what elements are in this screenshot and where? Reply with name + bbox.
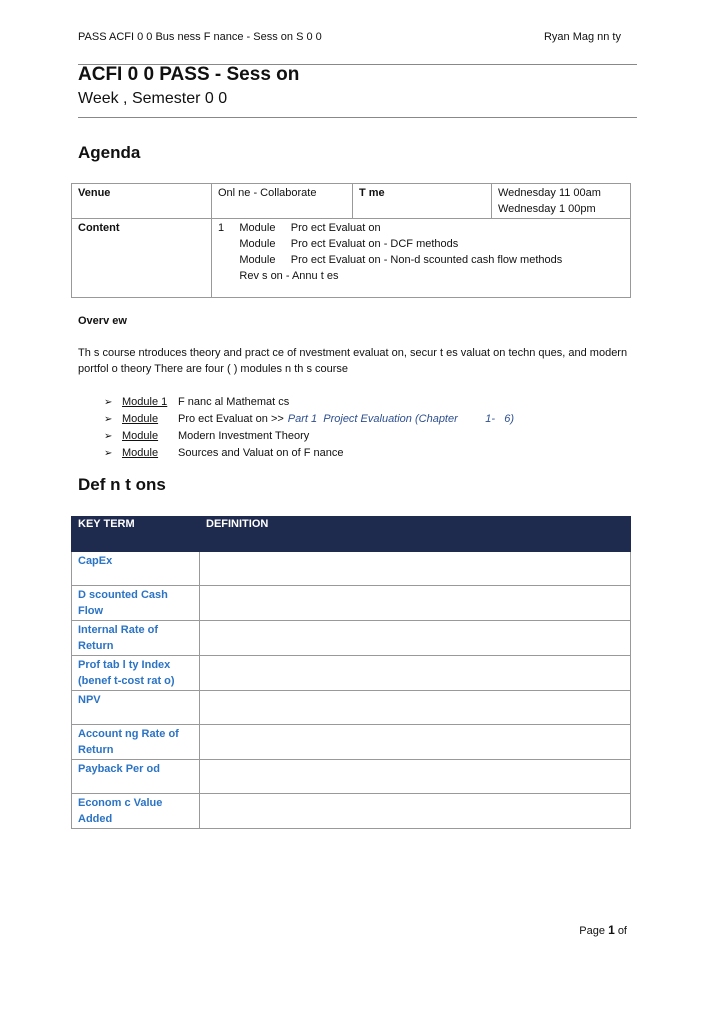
title-bottom-rule [78, 117, 637, 118]
definition-cell[interactable] [200, 621, 631, 656]
page-number: 1 [608, 923, 615, 937]
agenda-row-content [72, 219, 631, 298]
module-note: Part 1 Project Evaluation (Chapter 1- 6) [287, 413, 515, 425]
table-row [72, 552, 631, 586]
definition-cell[interactable] [200, 725, 631, 760]
definitions-header-row [72, 517, 631, 552]
arrow-bullet-icon: ➢ [104, 397, 113, 408]
content-label: Content [72, 219, 212, 298]
module-label: Module 1 [122, 396, 168, 408]
table-row [72, 656, 631, 691]
table-row [72, 725, 631, 760]
term-cell: Internal Rate of Return [72, 621, 200, 656]
definitions-heading: Def n t ons [78, 475, 166, 494]
module-text: Pro ect Evaluat on >> [178, 413, 284, 425]
table-row [72, 794, 631, 829]
term-cell: Payback Per od [72, 760, 200, 794]
arrow-bullet-icon: ➢ [104, 448, 113, 459]
term-cell: D scounted Cash Flow [72, 586, 200, 621]
venue-value: Onl ne - Collaborate [212, 184, 353, 219]
list-item [104, 445, 514, 462]
page-subtitle: Week , Semester 0 0 [78, 90, 228, 107]
term-cell: Account ng Rate of Return [72, 725, 200, 760]
table-row [72, 621, 631, 656]
term-cell: Prof tab l ty Index (benef t-cost rat o) [72, 656, 200, 691]
definition-cell[interactable] [200, 760, 631, 794]
content-lines [212, 219, 631, 298]
list-item [104, 428, 514, 445]
definition-cell[interactable] [200, 794, 631, 829]
module-text: Sources and Valuat on of F nance [178, 447, 344, 459]
table-row [72, 760, 631, 794]
col-header-definition: DEFINITION [200, 517, 631, 552]
page-title: ACFI 0 0 PASS - Sess on [78, 64, 300, 85]
time-label: T me [353, 184, 492, 219]
module-label: Module [122, 430, 159, 442]
agenda-row-venue [72, 184, 631, 219]
content-line-2: Module Pro ect Evaluat on - DCF methods [218, 238, 459, 250]
list-item [104, 394, 514, 411]
term-cell: Econom c Value Added [72, 794, 200, 829]
venue-label: Venue [72, 184, 212, 219]
agenda-heading: Agenda [78, 143, 141, 162]
time-values [492, 184, 631, 219]
module-label: Module [122, 447, 159, 459]
time-value-2: Wednesday 1 00pm [498, 203, 596, 215]
time-value-1: Wednesday 11 00am [498, 187, 601, 199]
module-list [104, 394, 514, 462]
definitions-table [71, 516, 631, 829]
arrow-bullet-icon: ➢ [104, 431, 113, 442]
module-text: Modern Investment Theory [178, 430, 310, 442]
running-header-left: PASS ACFI 0 0 Bus ness F nance - Sess on S 0 0 [78, 31, 322, 43]
definition-cell[interactable] [200, 656, 631, 691]
footer-suffix: of [617, 925, 627, 937]
footer-prefix: Page [579, 925, 605, 937]
module-text: F nanc al Mathemat cs [178, 396, 290, 408]
term-cell: NPV [72, 691, 200, 725]
definition-cell[interactable] [200, 586, 631, 621]
overview-text: Th s course ntroduces theory and pract ce of nvestment evaluat on, secur t es valuat on techn ques, and modern portfol o theory There are four ( ) modules n th s course [78, 347, 628, 375]
overview-label: Overv ew [78, 315, 127, 327]
col-header-term: KEY TERM [72, 517, 200, 552]
running-header-right: Ryan Mag nn ty [543, 31, 621, 43]
arrow-bullet-icon: ➢ [104, 414, 113, 425]
content-line-4: Rev s on - Annu t es [218, 270, 339, 282]
page-footer [579, 923, 627, 937]
definition-cell[interactable] [200, 691, 631, 725]
term-cell: CapEx [72, 552, 200, 586]
content-line-3: Module Pro ect Evaluat on - Non-d scounted cash flow methods [218, 254, 563, 266]
table-row [72, 691, 631, 725]
definition-cell[interactable] [200, 552, 631, 586]
module-label: Module [122, 413, 159, 425]
list-item [104, 411, 514, 428]
table-row [72, 586, 631, 621]
content-line-1: 1 Module Pro ect Evaluat on [218, 222, 381, 234]
agenda-table [71, 183, 631, 298]
